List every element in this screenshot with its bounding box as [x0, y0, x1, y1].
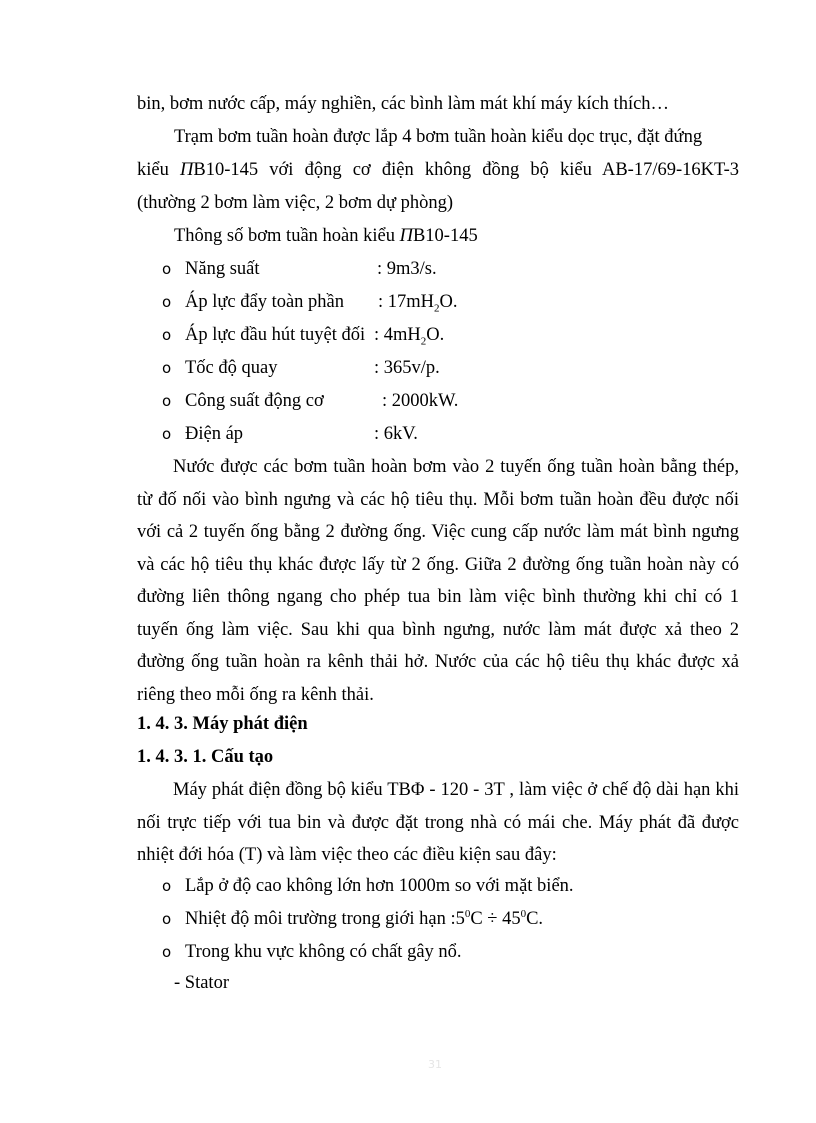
- bullet-circle-icon: o: [162, 392, 172, 410]
- spec-value: : 9m3/s.: [377, 259, 437, 279]
- pump-type-letter-2: П: [399, 226, 413, 246]
- paragraph-generator-text: Máy phát điện đồng bộ kiểu TBΦ - 120 - 3T , làm việc ở chế độ dài hạn khi nối trực tiếp với tua bin và được đặt trong nhà có mái che. Máy phát đã được nhiệt đới hóa (T) và làm việc theo các điều kiện sau đây:: [137, 780, 739, 865]
- spec-item: [0, 256, 816, 282]
- condition-temp-mid: C ÷ 45: [470, 909, 521, 929]
- text-line-1: bin, bơm nước cấp, máy nghiền, các bình làm mát khí máy kích thích…: [137, 94, 670, 114]
- bullet-circle-icon: o: [162, 359, 172, 377]
- condition-temp-end: C.: [526, 909, 544, 929]
- bullet-circle-icon: o: [162, 943, 172, 961]
- spec-value: : 365v/p.: [374, 358, 440, 378]
- text-line-3-start: kiểu: [137, 160, 180, 180]
- condition-item: [0, 873, 816, 899]
- paragraph-circulation-text: Nước được các bơm tuần hoàn bơm vào 2 tuyến ống tuần hoàn bằng thép, từ đố nối vào bình ngưng và các hộ tiêu thụ. Mỗi bơm tuần hoàn đều được nối với cả 2 tuyến ống bằng 2 đường ống. Việc cung cấp nước làm mát bình ngưng và các hộ tiêu thụ khác được lấy từ 2 ống. Giữa 2 đường ống tuần hoàn này có đường liên thông ngang cho phép tua bin làm việc bình thường khi chỉ có 1 tuyến ống làm việc. Sau khi qua bình ngưng, nước làm mát được xả theo 2 đường ống tuần hoàn ra kênh thải hở. Nước của các hộ tiêu thụ khác được xả riêng theo mỗi ống ra kênh thải.: [137, 457, 739, 705]
- spec-name: Năng suất: [185, 259, 260, 279]
- condition-item: [0, 906, 816, 932]
- stator-label: - Stator: [174, 973, 229, 993]
- spec-item: [0, 388, 816, 414]
- spec-heading-end: B10-145: [412, 226, 478, 246]
- subsection-heading: 1. 4. 3. 1. Cấu tạo: [137, 747, 274, 767]
- bullet-circle-icon: o: [162, 326, 172, 344]
- text-line-2: Trạm bơm tuần hoàn được lắp 4 bơm tuần hoàn kiểu dọc trục, đặt đứng: [174, 127, 703, 147]
- spec-item: [0, 421, 816, 447]
- bullet-circle-icon: o: [162, 910, 172, 928]
- condition-text: Trong khu vực không có chất gây nổ.: [185, 942, 462, 962]
- condition-temp-start: Nhiệt độ môi trường trong giới hạn :5: [185, 909, 465, 929]
- bullet-circle-icon: o: [162, 293, 172, 311]
- bullet-circle-icon: o: [162, 425, 172, 443]
- spec-name: Tốc độ quay: [185, 358, 278, 378]
- spec-name: Áp lực đẩy toàn phần: [185, 292, 345, 312]
- spec-value: : 6kV.: [374, 424, 418, 444]
- text-line-4: (thường 2 bơm làm việc, 2 bơm dự phòng): [137, 193, 454, 213]
- spec-item: [0, 355, 816, 381]
- spec-value: : 2000kW.: [382, 391, 459, 411]
- condition-item: [0, 939, 816, 965]
- degree-sup: 0: [520, 907, 527, 920]
- text-line-3: [137, 157, 739, 183]
- spec-item: [0, 289, 816, 315]
- bullet-circle-icon: o: [162, 877, 172, 895]
- condition-text: Lắp ở độ cao không lớn hơn 1000m so với mặt biển.: [185, 876, 574, 896]
- spec-heading: [174, 223, 478, 249]
- spec-value: : $4mH_2O$.: [374, 325, 445, 348]
- paragraph-circulation: [137, 451, 739, 711]
- condition-text: [185, 906, 543, 932]
- spec-value: : $17mH_2O$.: [378, 292, 458, 315]
- degree-sup: 0: [464, 907, 471, 920]
- page-number: 31: [428, 1058, 442, 1071]
- bullet-circle-icon: o: [162, 260, 172, 278]
- paragraph-generator: [137, 774, 739, 872]
- spec-name: Công suất động cơ: [185, 391, 324, 411]
- pump-type-letter: П: [180, 160, 194, 180]
- spec-name: Áp lực đầu hút tuyệt đối: [185, 325, 366, 345]
- section-heading: 1. 4. 3. Máy phát điện: [137, 714, 308, 734]
- spec-item: [0, 322, 816, 348]
- spec-name: Điện áp: [185, 424, 244, 444]
- spec-heading-start: Thông số bơm tuần hoàn kiểu: [174, 226, 400, 246]
- text-line-3-end: B10-145 với động cơ điện không đồng bộ kiểu AB-17/69-16KT-3: [193, 160, 739, 180]
